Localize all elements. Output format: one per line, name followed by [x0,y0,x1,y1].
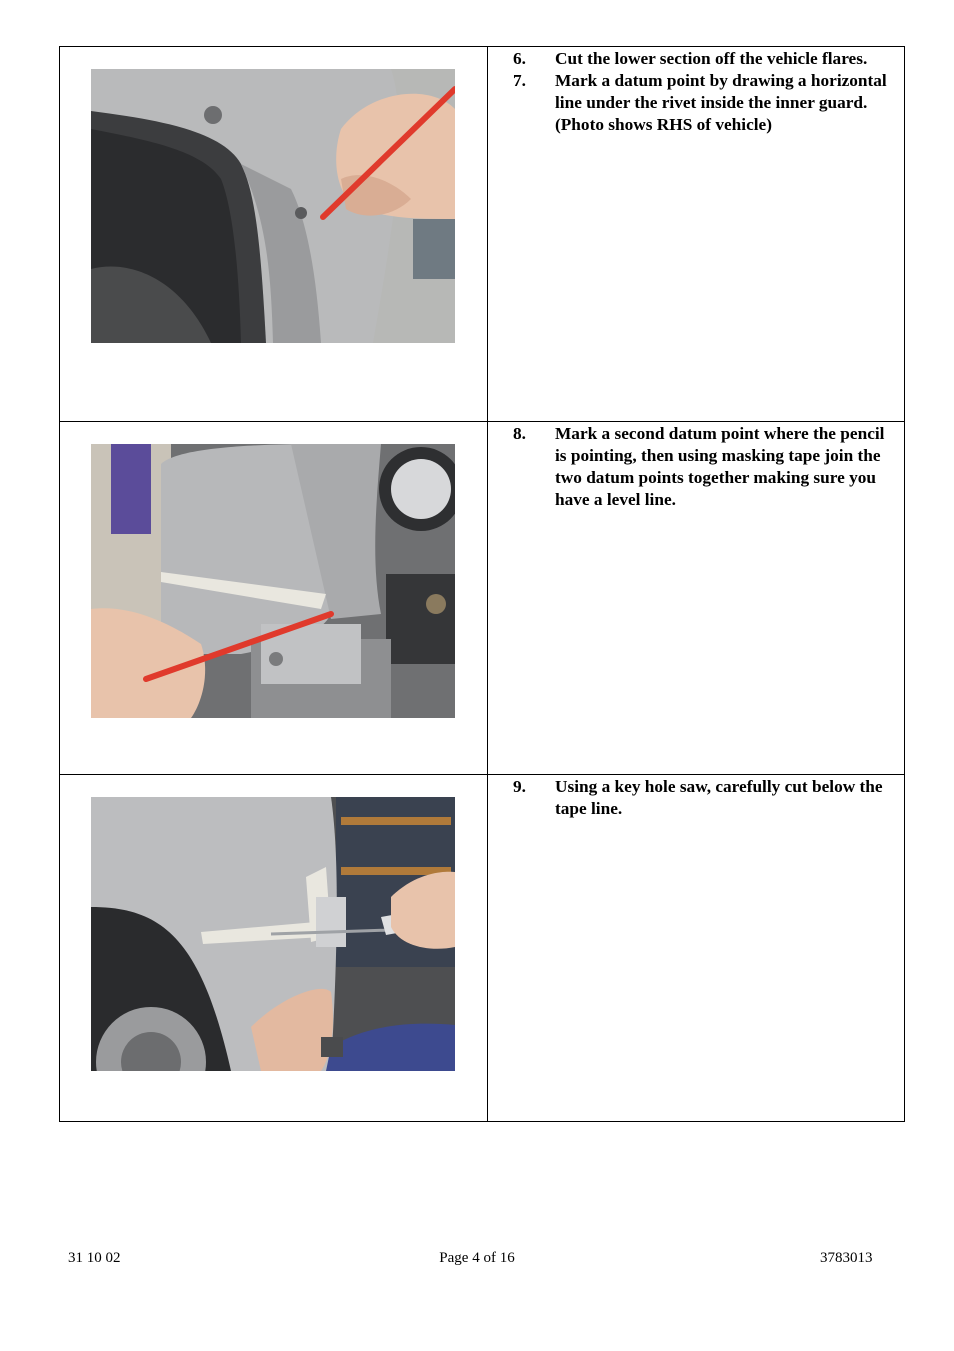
photo-cell-1 [60,47,488,422]
step-number: 6. [513,49,526,68]
footer-date: 31 10 02 [68,1250,121,1266]
step-list-3 [488,776,904,820]
step-item-8 [488,423,904,511]
step-number: 7. [513,71,526,90]
step-item-9 [488,776,904,820]
text-cell-2 [488,422,905,775]
step-text: Cut the lower section off the vehicle flares. [555,49,868,68]
step-text: Mark a second datum point where the pencil is pointing, then using masking tape join the two datum points together making sure you have a level line. [555,424,885,509]
step-text: Mark a datum point by drawing a horizontal line under the rivet inside the inner guard. (Photo shows RHS of vehicle) [555,71,887,134]
instruction-table [59,46,905,1122]
step-text: Using a key hole saw, carefully cut below the tape line. [555,777,883,818]
footer-part-number: 3783013 [820,1250,873,1266]
footer-page-number: Page 4 of 16 [439,1250,515,1266]
step-row-3 [60,775,905,1122]
photo-keyhole-saw-cut [91,797,455,1071]
photo-cell-3 [60,775,488,1122]
step-row-2 [60,422,905,775]
photo-marking-rivet-datum [91,69,455,343]
step-number: 9. [513,777,526,796]
step-list-2 [488,423,904,511]
step-number: 8. [513,424,526,443]
step-row-1 [60,47,905,422]
step-list-1 [488,48,904,136]
step-item-6 [488,48,904,70]
step-item-7 [488,70,904,136]
text-cell-1 [488,47,905,422]
photo-cell-2 [60,422,488,775]
text-cell-3 [488,775,905,1122]
photo-masking-tape-level-line [91,444,455,718]
